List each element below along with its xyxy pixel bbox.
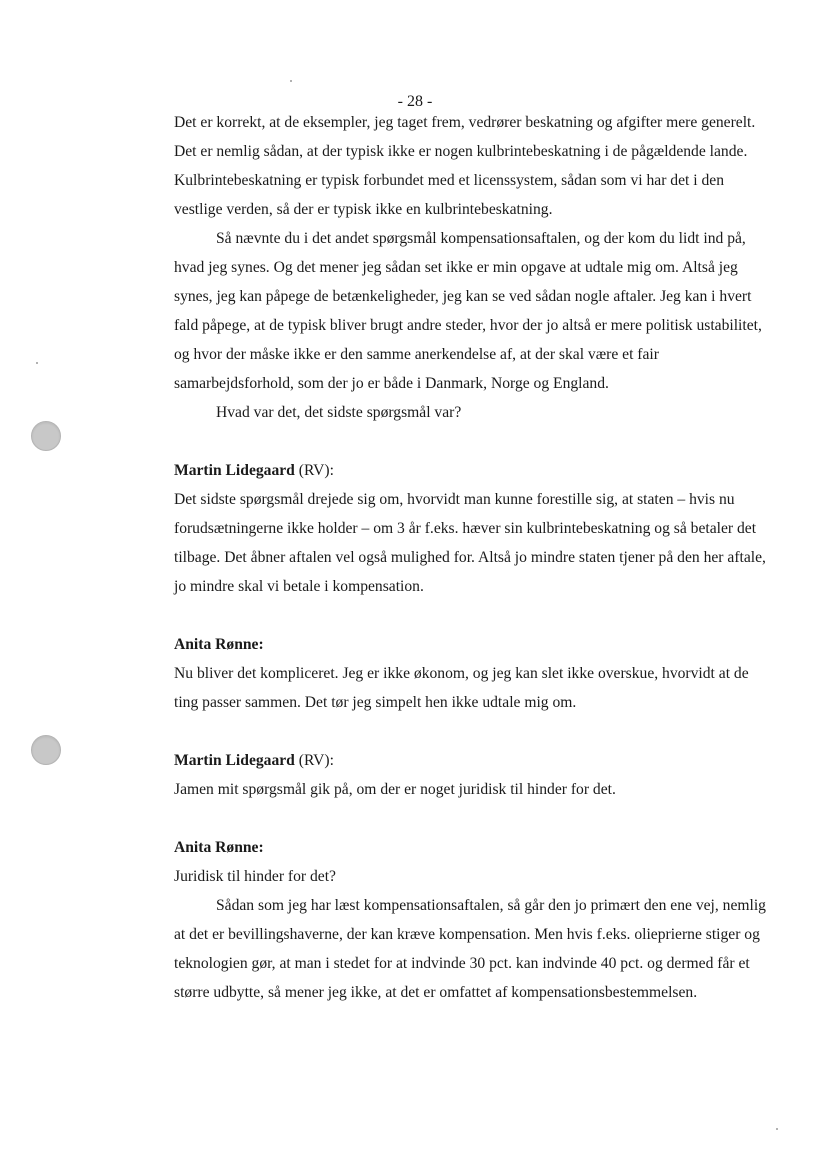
- page-number: - 28 -: [397, 93, 433, 110]
- paragraph: Det sidste spørgsmål drejede sig om, hvorvidt man kunne forestille sig, at staten – hvis nu forudsætningerne ikke holder – om 3 år f.eks. hæver sin kulbrintebeskatning og så betaler det tilbage. Det åbner aftalen vel også mulighed for. Altså jo mindre staten tjener på den her aftale, jo mindre skal vi betale i kompensation.: [174, 491, 766, 595]
- speaker-party: (RV):: [298, 752, 334, 769]
- speaker-heading: [174, 746, 774, 775]
- document-body: [174, 108, 774, 1007]
- paragraph: Nu bliver det kompliceret. Jeg er ikke økonom, og jeg kan slet ikke overskue, hvorvidt at de ting passer sammen. Det tør jeg simpelt hen ikke udtale mig om.: [174, 665, 749, 711]
- paragraph: Jamen mit spørgsmål gik på, om der er noget juridisk til hinder for det.: [174, 781, 616, 798]
- speaker-name: Martin Lidegaard: [174, 462, 295, 479]
- paragraph: Så nævnte du i det andet spørgsmål kompensationsaftalen, og der kom du lidt ind på, hvad jeg synes. Og det mener jeg sådan set ikke er min opgave at udtale mig om. Altså jeg synes, jeg kan påpege de betænkeligheder, jeg kan se ved sådan nogle aftaler. Jeg kan i hvert fald påpege, at de typisk bliver brugt andre steder, hvor der jo altså er mere politisk ustabilitet, og hvor der måske ikke er den samme anerkendelse af, at der skal være et fair samarbejdsforhold, som der jo er både i Danmark, Norge og England.: [174, 230, 762, 392]
- scan-speck: [36, 362, 38, 364]
- speaker-heading: [174, 833, 774, 862]
- speaker-name: Anita Rønne:: [174, 839, 264, 856]
- paragraph: Det er korrekt, at de eksempler, jeg taget frem, vedrører beskatning og afgifter mere generelt. Det er nemlig sådan, at der typisk ikke er nogen kulbrintebeskatning i de pågældende lande. Kulbrintebeskatning er typisk forbundet med et licenssystem, sådan som vi har det i den vestlige verden, så der er typisk ikke en kulbrintebeskatning.: [174, 114, 756, 218]
- scan-speck: [290, 80, 292, 82]
- paragraph: Juridisk til hinder for det?: [174, 868, 336, 885]
- paragraph: Sådan som jeg har læst kompensationsaftalen, så går den jo primært den ene vej, nemlig at det er bevillingshaverne, der kan kræve kompensation. Men hvis f.eks. olieprierne stiger og teknologien gør, at man i stedet for at indvinde 30 pct. kan indvinde 40 pct. og dermed får et større udbytte, så mener jeg ikke, at det er omfattet af kompensationsbestemmelsen.: [174, 897, 766, 1001]
- punch-hole-top: [31, 421, 61, 451]
- speaker-party: (RV):: [298, 462, 334, 479]
- speaker-heading: [174, 456, 774, 485]
- speaker-name: Martin Lidegaard: [174, 752, 295, 769]
- speaker-heading: [174, 630, 774, 659]
- scan-speck: [776, 1128, 778, 1130]
- punch-hole-bottom: [31, 735, 61, 765]
- paragraph: Hvad var det, det sidste spørgsmål var?: [216, 404, 462, 421]
- speaker-name: Anita Rønne:: [174, 636, 264, 653]
